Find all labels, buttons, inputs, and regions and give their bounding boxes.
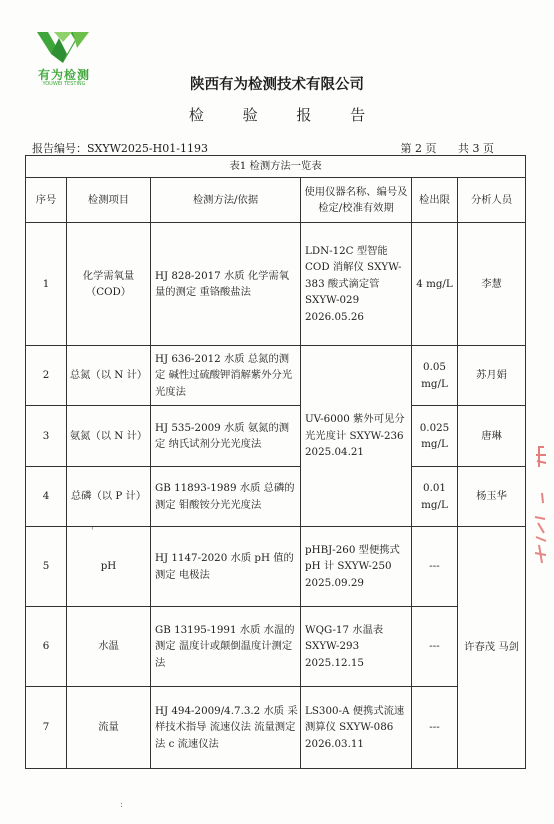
table-row	[26, 346, 526, 406]
table-row	[26, 467, 526, 527]
seal-stamp-fragment	[530, 445, 550, 570]
row-item: 氨氮（以 N 计）	[67, 406, 151, 467]
page-total: 共 3 页	[458, 142, 494, 155]
table-row	[26, 527, 526, 607]
row-method: GB 11893-1989 水质 总磷的测定 钼酸铵分光光度法	[151, 467, 301, 527]
row-method: HJ 535-2009 水质 氨氮的测定 纳氏试剂分光光度法	[151, 406, 301, 467]
scan-speck: :	[120, 800, 124, 810]
document-title: 检 验 报 告	[188, 106, 383, 124]
row-no: 4	[26, 467, 67, 527]
row-no: 1	[26, 223, 67, 346]
row-item: pH	[67, 527, 151, 607]
row-limit: ---	[412, 527, 458, 607]
logo-text-cn: 有为检测	[37, 68, 90, 82]
row-limit: ---	[412, 607, 458, 687]
page-info	[383, 140, 495, 156]
row-instrument: pHBJ-260 型便携式 pH 计 SXYW-250 2025.09.29	[301, 527, 412, 607]
row-instrument: LDN-12C 型智能 COD 消解仪 SXYW-383 酸式滴定管 SXYW-029 2026.05.26	[301, 223, 412, 346]
row-analyst: 杨玉华	[458, 467, 526, 527]
company-name: 陕西有为检测技术有限公司	[190, 77, 364, 93]
row-no: 3	[26, 406, 67, 467]
table-header-row	[26, 178, 526, 223]
header-no: 序号	[26, 178, 67, 223]
row-analyst: 唐琳	[458, 406, 526, 467]
table-caption-row	[26, 156, 526, 178]
table-caption: 表1 检测方法一览表	[26, 156, 526, 178]
row-method: HJ 1147-2020 水质 pH 值的测定 电极法	[151, 527, 301, 607]
row-no: 5	[26, 527, 67, 607]
row-method: HJ 494-2009/4.7.3.2 水质 采样技术指导 流速仪法 流量测定法 c 流速仪法	[151, 687, 301, 769]
scan-speck: '	[91, 527, 94, 537]
row-no: 2	[26, 346, 67, 406]
row-item: 总磷（以 P 计）	[67, 467, 151, 527]
row-instrument-shared: UV-6000 紫外可见分光光度计 SXYW-236 2025.04.21	[301, 346, 412, 527]
row-item: 流量	[67, 687, 151, 769]
table-row	[26, 607, 526, 687]
row-no: 6	[26, 607, 67, 687]
page-number: 第 2 页	[400, 142, 437, 155]
report-number: 报告编号：SXYW2025-H01-1193	[32, 142, 208, 155]
header-limit: 检出限	[412, 178, 458, 223]
row-instrument: LS300-A 便携式流速测算仪 SXYW-086 2026.03.11	[301, 687, 412, 769]
header-analyst: 分析人员	[458, 178, 526, 223]
row-method: HJ 636-2012 水质 总氮的测定 碱性过硫酸钾消解紫外分光光度法	[151, 346, 301, 406]
logo-text-en: YOUWEI TESTING	[42, 81, 86, 87]
table-row	[26, 406, 526, 467]
row-analyst-shared: 许春茂 马剑	[458, 527, 526, 769]
header-item: 检测项目	[67, 178, 151, 223]
row-limit: 0.025 mg/L	[412, 406, 458, 467]
row-limit: ---	[412, 687, 458, 769]
row-limit: 0.01 mg/L	[412, 467, 458, 527]
row-limit: 0.05 mg/L	[412, 346, 458, 406]
row-instrument: WQG-17 水温表 SXYW-293 2025.12.15	[301, 607, 412, 687]
header-instrument: 使用仪器名称、编号及检定/校准有效期	[301, 178, 412, 223]
table-row	[26, 687, 526, 769]
header-method: 检测方法/依据	[151, 178, 301, 223]
row-no: 7	[26, 687, 67, 769]
methods-table	[25, 155, 526, 769]
row-analyst: 苏月娟	[458, 346, 526, 406]
row-item: 水温	[67, 607, 151, 687]
logo-mark-icon	[37, 30, 89, 66]
row-item: 化学需氧量（COD）	[67, 223, 151, 346]
table-row	[26, 223, 526, 346]
row-analyst: 李慧	[458, 223, 526, 346]
row-method: HJ 828-2017 水质 化学需氧量的测定 重铬酸盐法	[151, 223, 301, 346]
row-item: 总氮（以 N 计）	[67, 346, 151, 406]
row-limit: 4 mg/L	[412, 223, 458, 346]
row-method: GB 13195-1991 水质 水温的测定 温度计或颠倒温度计测定法	[151, 607, 301, 687]
